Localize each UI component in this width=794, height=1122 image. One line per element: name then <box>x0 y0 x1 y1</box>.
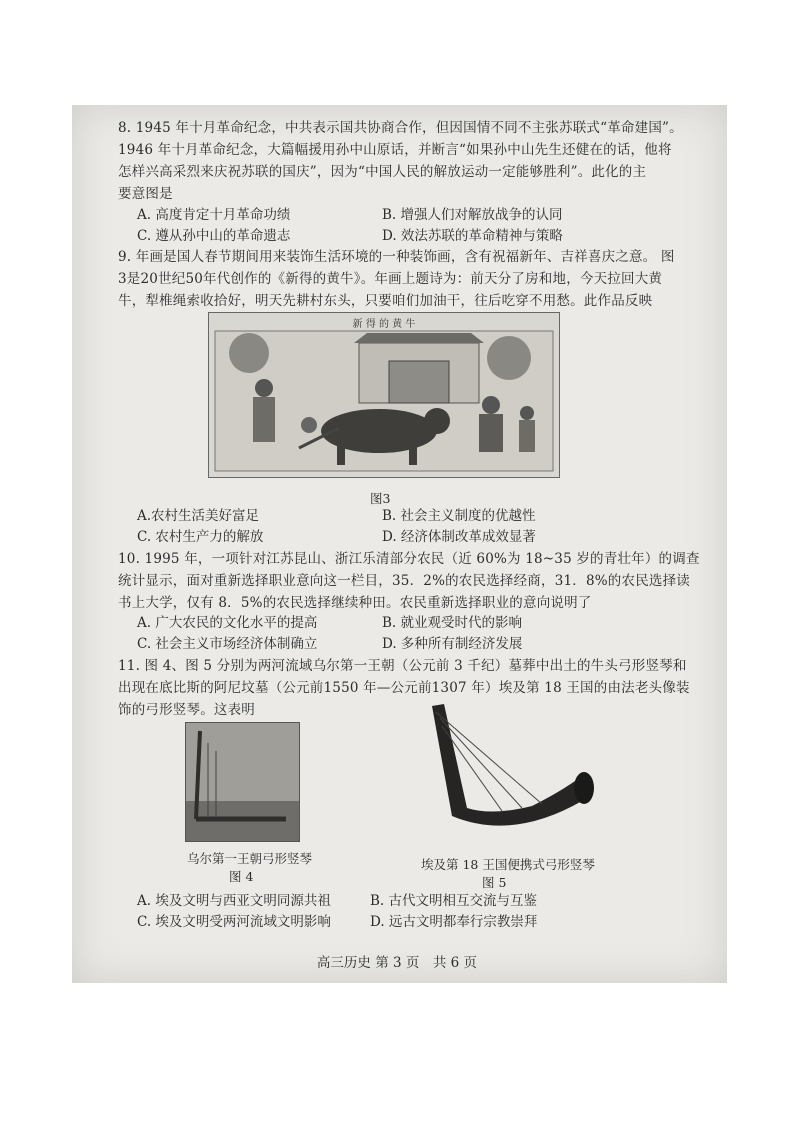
figure-4-label: 图 4 <box>229 869 254 884</box>
q8-option-b: B. 增强人们对解放战争的认同 <box>382 207 563 223</box>
q9-option-b: B. 社会主义制度的优越性 <box>382 508 536 524</box>
q10-option-a: A. 广大农民的文化水平的提高 <box>137 615 318 631</box>
figure-3-title: 新 得 的 黄 牛 <box>352 319 416 330</box>
q10-option-b: B. 就业观受时代的影响 <box>382 615 523 631</box>
q11-line-1: 11. 图 4、图 5 分别为两河流域乌尔第一王朝（公元前 3 千纪）墓葬中出土的牛头弓形竖琴和 <box>118 658 687 674</box>
q10-option-c: C. 社会主义市场经济体制确立 <box>137 636 318 652</box>
q9-option-c: C. 农村生产力的解放 <box>137 529 264 545</box>
q11-option-c: C. 埃及文明受两河流域文明影响 <box>137 914 331 930</box>
q8-line-2: 1946 年十月革命纪念，大篇幅援用孙中山原话，并断言“如果孙中山先生还健在的话，他将 <box>118 142 672 158</box>
figure-5-illustration <box>412 696 612 846</box>
q11-option-b: B. 古代文明相互交流与互鉴 <box>370 893 538 909</box>
q11-line-2: 出现在底比斯的阿尼坟墓（公元前1550 年—公元前1307 年）埃及第 18 王国的由法老头像装 <box>118 680 690 696</box>
page-footer: 高三历史 第 3 页 共 6 页 <box>316 955 478 971</box>
q8-line-4: 要意图是 <box>118 186 173 202</box>
figure-5-label: 图 5 <box>482 875 507 890</box>
figure-5-egyptian-harp <box>412 696 612 846</box>
q8-line-1: 8. 1945 年十月革命纪念，中共表示国共协商合作，但因国情不同不主张苏联式“革命建国”。 <box>118 120 683 136</box>
figure-5-caption: 埃及第 18 王国便携式弓形竖琴 <box>421 857 595 872</box>
figure-3-new-yellow-ox-painting <box>208 312 560 478</box>
figure-4-illustration <box>186 723 299 841</box>
q9-line-2: 3是20世纪50年代创作的《新得的黄牛》。年画上题诗为：前天分了房和地，今天拉回大黄 <box>118 271 663 287</box>
q9-option-a: A.农村生活美好富足 <box>137 508 260 524</box>
q8-option-c: C. 遵从孙中山的革命遗志 <box>137 228 291 244</box>
q11-option-a: A. 埃及文明与西亚文明同源共祖 <box>137 893 331 909</box>
q8-option-a: A. 高度肯定十月革命功绩 <box>137 207 291 223</box>
q9-line-1: 9. 年画是国人春节期间用来装饰生活环境的一种装饰画，含有祝福新年、吉祥喜庆之意。 图 <box>118 249 675 265</box>
q8-option-d: D. 效法苏联的革命精神与策略 <box>382 228 563 244</box>
q10-line-3: 书上大学，仅有 8．5%的农民选择继续种田。农民重新选择职业的意向说明了 <box>118 595 592 611</box>
q8-line-3: 怎样兴高采烈来庆祝苏联的国庆”，因为“中国人民的解放运动一定能够胜利”。此化的主 <box>118 164 647 180</box>
figure-3-caption: 图3 <box>370 491 391 506</box>
figure-4-ur-harp-photo <box>185 722 300 842</box>
figure-4-caption: 乌尔第一王朝弓形竖琴 <box>187 851 313 866</box>
figure-3-illustration <box>209 313 559 477</box>
q11-option-d: D. 远古文明都奉行宗教崇拜 <box>370 914 538 930</box>
q11-line-3: 饰的弓形竖琴。这表明 <box>118 702 255 718</box>
q9-option-d: D. 经济体制改革成效显著 <box>382 529 536 545</box>
q9-line-3: 牛，犁椎绳索收拾好，明天先耕村东头，只要咱们加油干，往后吃穿不用愁。此作品反映 <box>118 293 653 309</box>
q10-option-d: D. 多种所有制经济发展 <box>382 636 523 652</box>
q10-line-2: 统计显示，面对重新选择职业意向这一栏目，35．2%的农民选择经商，31．8%的农民选择读 <box>118 573 690 589</box>
q10-line-1: 10. 1995 年，一项针对江苏昆山、浙江乐清部分农民（近 60%为 18~35 岁的青壮年）的调查 <box>118 551 700 567</box>
